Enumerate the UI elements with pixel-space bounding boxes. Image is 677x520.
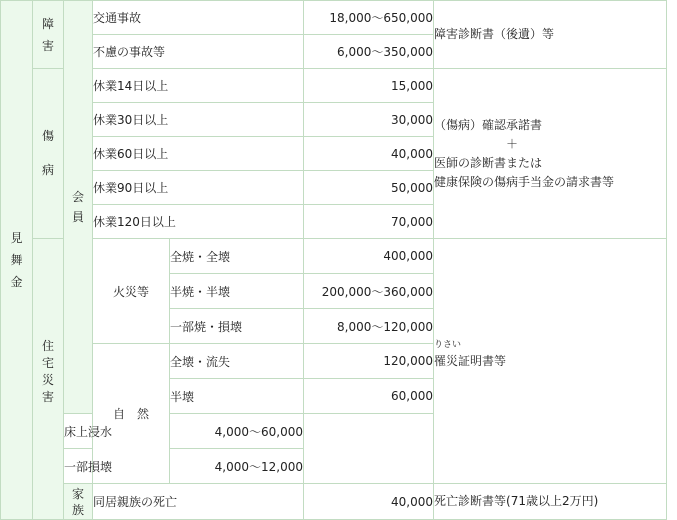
item-leave14: 休業14日以上 xyxy=(93,69,304,103)
amount-leave30: 30,000 xyxy=(304,103,434,137)
doc-shobyo-plus: ＋ xyxy=(506,136,519,151)
doc-shobyo-line2: 医師の診断書または xyxy=(434,155,543,170)
amount-leave60: 40,000 xyxy=(304,137,434,171)
item-leave60: 休業60日以上 xyxy=(93,137,304,171)
amount-fire-total: 400,000 xyxy=(304,239,434,274)
doc-family: 死亡診断書等(71歳以上2万円) xyxy=(434,484,667,520)
sub-shobyo xyxy=(33,69,64,239)
amount-leave120: 70,000 xyxy=(304,205,434,239)
amount-nat-total: 120,000 xyxy=(304,344,434,379)
amount-nat-part: 4,000～12,000 xyxy=(170,449,304,484)
doc-risai xyxy=(434,239,667,484)
row-traffic-accident xyxy=(1,1,667,35)
item-nat-flood: 床上浸水 xyxy=(64,414,93,449)
amount-leave14: 15,000 xyxy=(304,69,434,103)
amount-fire-part: 8,000～120,000 xyxy=(304,309,434,344)
item-leave30: 休業30日以上 xyxy=(93,103,304,137)
item-nat-half: 半壊 xyxy=(170,379,304,414)
sub-shogai xyxy=(33,1,64,69)
doc-risai-ruby: りさい xyxy=(434,339,462,350)
category-mimaikin xyxy=(1,1,33,520)
sub-jutaku-label: 住宅災害 xyxy=(42,339,55,404)
row-fire-total xyxy=(1,239,667,274)
amount-traffic: 18,000～650,000 xyxy=(304,1,434,35)
item-fire-half: 半焼・半壊 xyxy=(170,274,304,309)
doc-risai-kanji: 罹災 xyxy=(434,353,459,368)
item-nat-total: 全壊・流失 xyxy=(170,344,304,379)
sub-shobyo-label: 傷病 xyxy=(42,129,55,177)
doc-shobyo xyxy=(434,69,667,239)
row-leave14 xyxy=(1,69,667,103)
amount-family-death: 40,000 xyxy=(304,484,434,520)
group-shizen: 自 然 xyxy=(93,344,170,484)
item-fire-total: 全焼・全壊 xyxy=(170,239,304,274)
family-label: 家族 xyxy=(72,486,85,517)
row-family-death xyxy=(1,484,667,520)
doc-risai-rest: 証明書等 xyxy=(458,353,507,368)
group-kasai: 火災等 xyxy=(93,239,170,344)
amount-nat-flood: 4,000～60,000 xyxy=(170,414,304,449)
amount-leave90: 50,000 xyxy=(304,171,434,205)
doc-shogai: 障害診断書（後遺）等 xyxy=(434,1,667,69)
item-family-death: 同居親族の死亡 xyxy=(93,484,304,520)
amount-accident: 6,000～350,000 xyxy=(304,35,434,69)
item-accident: 不慮の事故等 xyxy=(93,35,304,69)
doc-shobyo-line1: （傷病）確認承諾書 xyxy=(434,117,543,132)
item-fire-part: 一部焼・損壊 xyxy=(170,309,304,344)
member-label: 会員 xyxy=(72,190,85,224)
item-leave120: 休業120日以上 xyxy=(93,205,304,239)
doc-risai-word xyxy=(434,339,462,371)
doc-shobyo-line3: 健康保険の傷病手当金の請求書等 xyxy=(434,174,615,189)
sub-jutaku xyxy=(33,239,64,520)
amount-fire-half: 200,000～360,000 xyxy=(304,274,434,309)
member-column xyxy=(64,1,93,414)
item-nat-part: 一部損壊 xyxy=(64,449,93,484)
amount-nat-half: 60,000 xyxy=(304,379,434,414)
sub-shogai-label: 障害 xyxy=(42,16,55,53)
item-traffic: 交通事故 xyxy=(93,1,304,35)
category-label: 見舞金 xyxy=(10,231,23,289)
item-leave90: 休業90日以上 xyxy=(93,171,304,205)
family-column xyxy=(64,484,93,520)
